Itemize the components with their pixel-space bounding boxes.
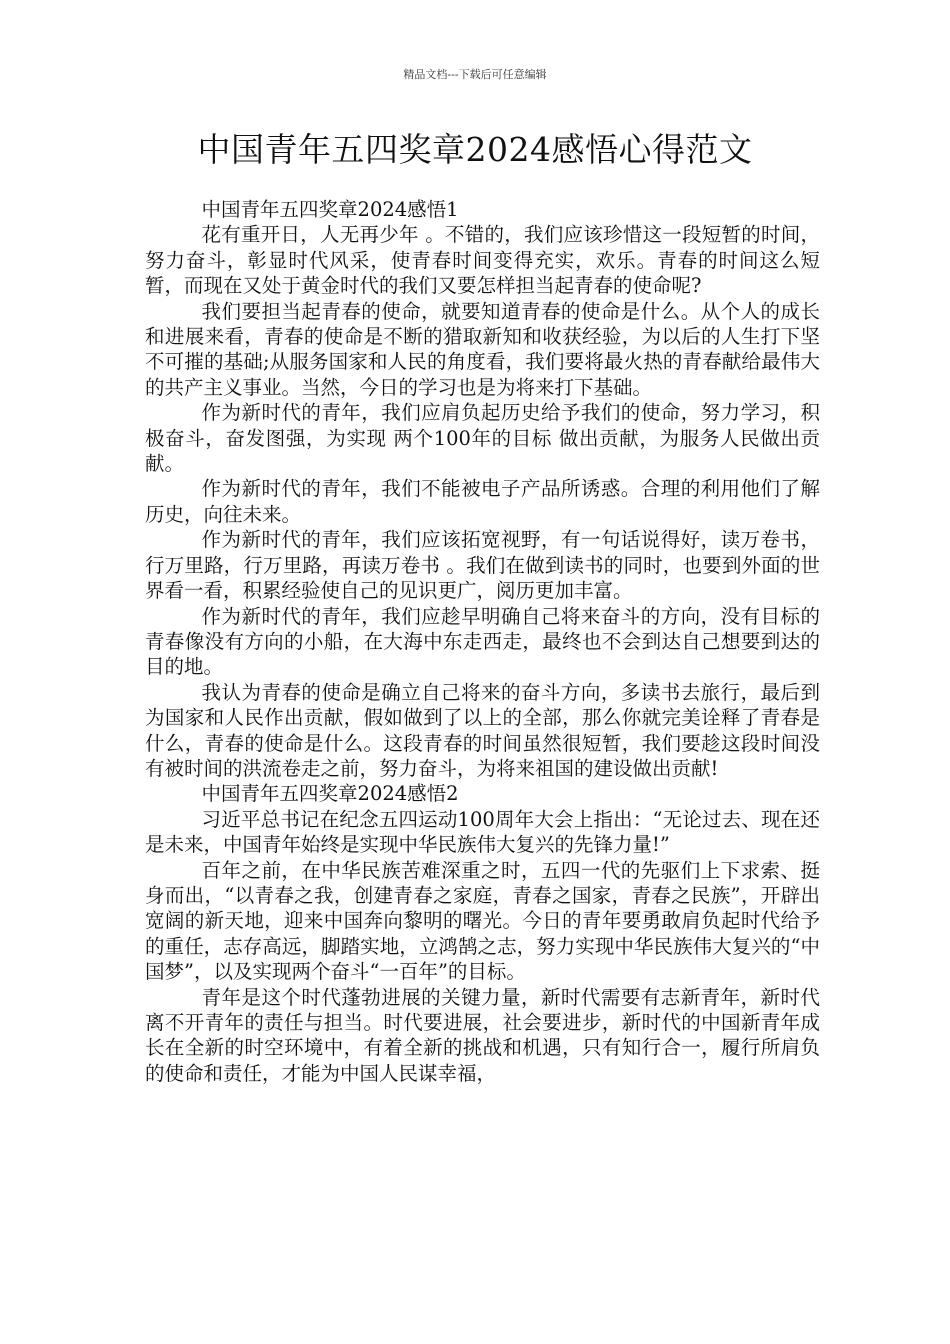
paragraph: 我认为青春的使命是确立自己将来的奋斗方向，多读书去旅行，最后到为国家和人民作出贡献，假如做到了以上的全部，那么你就完美诠释了青春是什么，青春的使命是什么。这段青春的时间虽然很短暂，我们要趁这段时间没有被时间的洪流卷走之前，努力奋斗，为将来祖国的建设做出贡献!	[145, 680, 820, 780]
document-title: 中国青年五四奖章2024感悟心得范文	[197, 130, 753, 169]
paragraph: 作为新时代的青年，我们不能被电子产品所诱惑。合理的利用他们了解历史，向往未来。	[145, 477, 820, 526]
paragraph: 作为新时代的青年，我们应趁早明确自己将来奋斗的方向，没有目标的青春像没有方向的小船，在大海中东走西走，最终也不会到达自己想要到达的目的地。	[145, 604, 820, 679]
paragraph: 青年是这个时代蓬勃进展的关键力量，新时代需要有志新青年，新时代离不开青年的责任与担当。时代要进展，社会要进步，新时代的中国新青年成长在全新的时空环境中，有着全新的挑战和机遇，只有知行合一，履行所肩负的使命和责任，才能为中国人民谋幸福，	[145, 985, 820, 1085]
paragraph: 我们要担当起青春的使命，就要知道青春的使命是什么。从个人的成长和进展来看，青春的使命是不断的猎取新知和收获经验，为以后的人生打下坚不可摧的基础;从服务国家和人民的角度看，我们要将最火热的青春献给最伟大的共产主义事业。当然，今日的学习也是为将来打下基础。	[145, 299, 820, 399]
document-body	[145, 197, 820, 1086]
document-header-note: 精品文档---下载后可任意编辑	[403, 68, 547, 81]
paragraph: 作为新时代的青年，我们应肩负起历史给予我们的使命，努力学习，积极奋斗，奋发图强，为实现 两个100年的目标 做出贡献，为服务人民做出贡献。	[145, 401, 820, 476]
paragraph: 花有重开日，人无再少年 。不错的，我们应该珍惜这一段短暂的时间，努力奋斗，彰显时代风采，使青春时间变得充实，欢乐。青春的时间这么短暂，而现在又处于黄金时代的我们又要怎样担当起青春的使命呢?	[145, 223, 820, 298]
paragraph: 习近平总书记在纪念五四运动100周年大会上指出：“无论过去、现在还是未来，中国青年始终是实现中华民族伟大复兴的先锋力量!”	[145, 807, 820, 857]
section-heading-2: 中国青年五四奖章2024感悟2	[201, 782, 459, 806]
section-heading-1: 中国青年五四奖章2024感悟1	[201, 198, 459, 221]
paragraph: 百年之前，在中华民族苦难深重之时，五四一代的先驱们上下求索、挺身而出，“以青春之我，创建青春之家庭，青春之国家，青春之民族”，开辟出宽阔的新天地，迎来中国奔向黎明的曙光。今日的青年要勇敢肩负起时代给予的重任，志存高远，脚踏实地，立鸿鹄之志，努力实现中华民族伟大复兴的“中国梦”，以及实现两个奋斗“一百年”的目标。	[145, 858, 820, 984]
paragraph: 作为新时代的青年，我们应该拓宽视野，有一句话说得好，读万卷书，行万里路，行万里路，再读万卷书 。我们在做到读书的同时，也要到外面的世界看一看，积累经验使自己的见识更广，阅历更加丰富。	[145, 528, 820, 603]
